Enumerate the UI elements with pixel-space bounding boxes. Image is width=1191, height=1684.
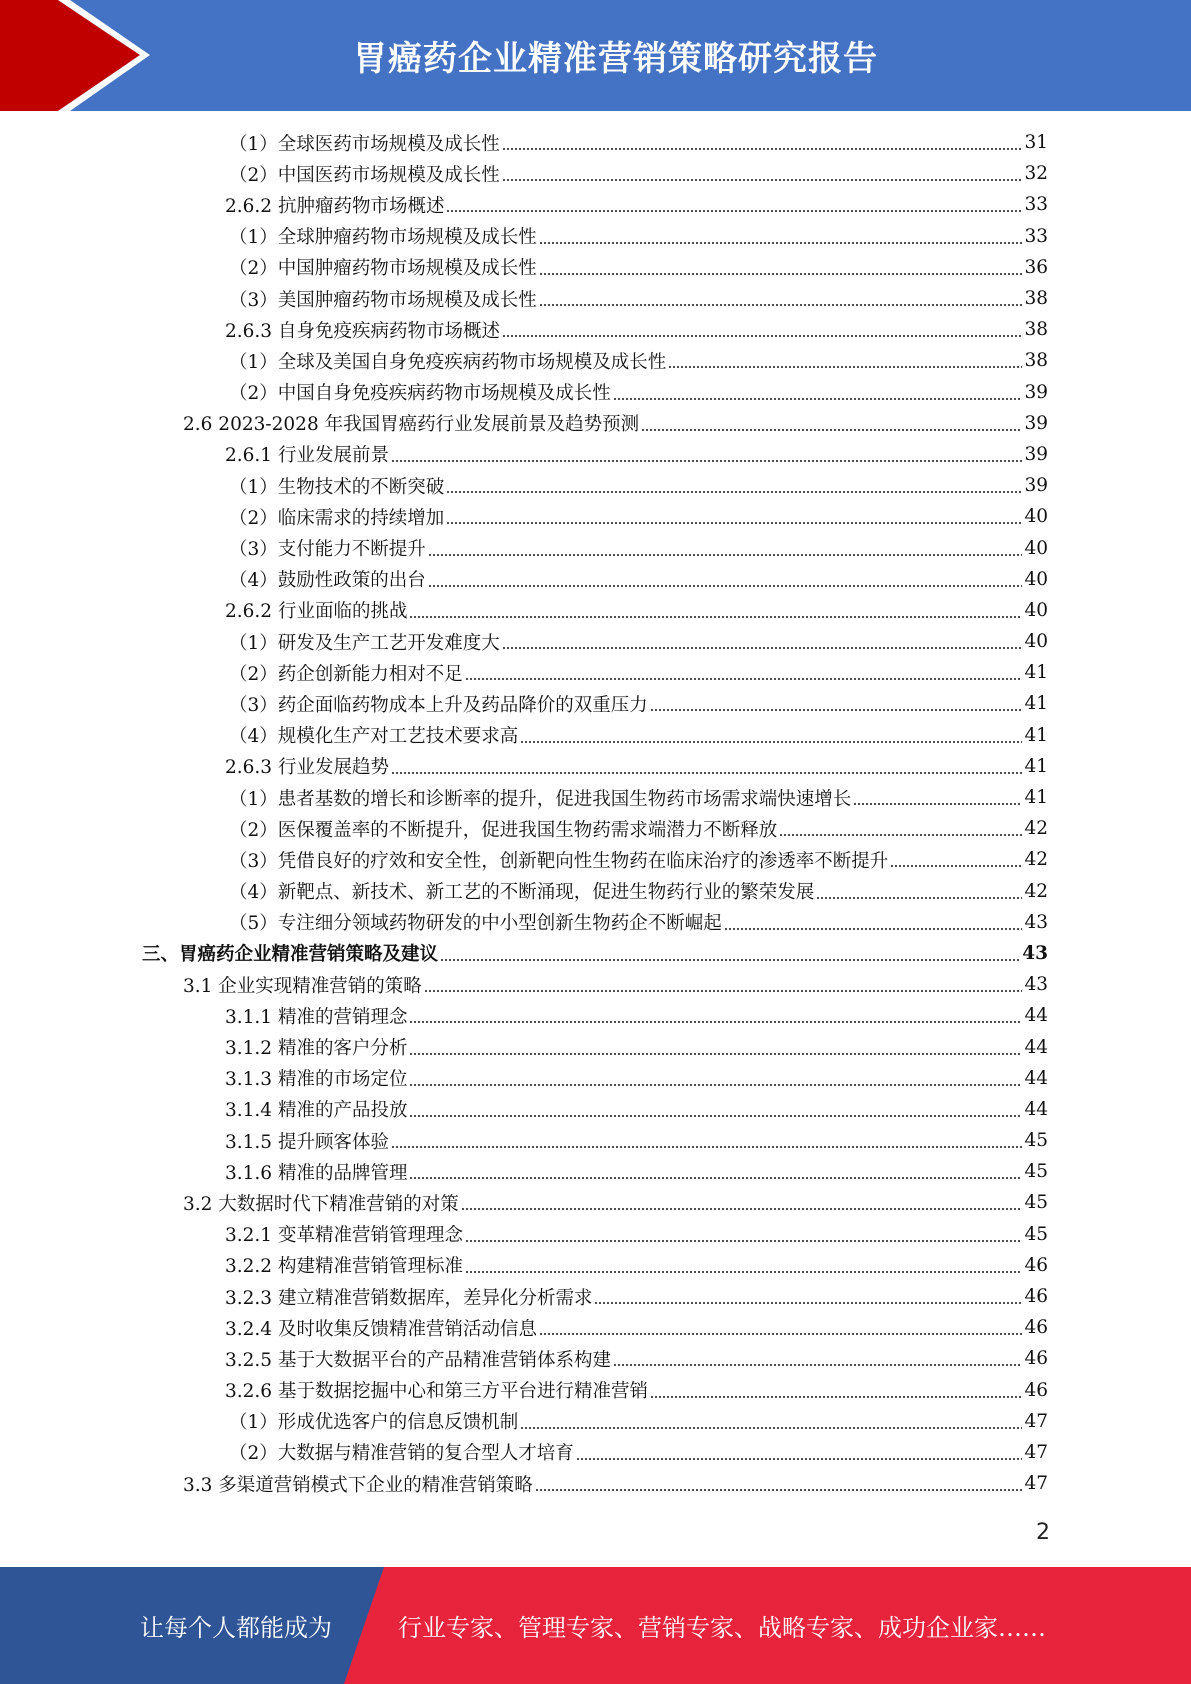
toc-entry[interactable] [0, 969, 1048, 1000]
toc-entry-title: （3）支付能力不断提升 [229, 539, 426, 561]
toc-dot-leader [409, 595, 1022, 626]
toc-entry-page: 38 [1024, 319, 1048, 341]
toc-entry-title: （2）医保覆盖率的不断提升，促进我国生物药需求端潜力不断释放 [229, 819, 778, 841]
toc-entry[interactable] [0, 252, 1048, 283]
toc-dot-leader [641, 408, 1022, 439]
toc-dot-leader [539, 221, 1023, 252]
toc-entry-title: （3）美国肿瘤药物市场规模及成长性 [229, 289, 537, 311]
toc-entry-title: （1）全球及美国自身免疫疾病药物市场规模及成长性 [229, 351, 667, 373]
toc-entry-page: 38 [1024, 350, 1048, 372]
toc-entry-title: （2）药企创新能力相对不足 [229, 663, 463, 685]
toc-entry[interactable] [0, 1063, 1048, 1094]
toc-dot-leader [502, 314, 1022, 345]
toc-entry-page: 40 [1024, 599, 1048, 621]
toc-entry[interactable] [0, 657, 1048, 688]
toc-entry[interactable] [0, 1437, 1048, 1468]
toc-dot-leader [535, 1468, 1023, 1499]
toc-entry-title: （2）中国医药市场规模及成长性 [229, 164, 500, 186]
toc-entry[interactable] [0, 1187, 1048, 1218]
toc-entry-page: 38 [1024, 288, 1048, 310]
toc-entry-title: 3.2.6 基于数据挖掘中心和第三方平台进行精准营销 [225, 1381, 648, 1403]
toc-entry[interactable] [0, 189, 1048, 220]
toc-dot-leader [428, 564, 1023, 595]
toc-entry-title: 2.6.3 自身免疫疾病药物市场概述 [225, 320, 500, 342]
toc-entry[interactable] [0, 1343, 1048, 1374]
toc-entry-page: 33 [1024, 194, 1048, 216]
toc-entry[interactable] [0, 1000, 1048, 1031]
toc-entry-title: 3.2.3 建立精准营销数据库，差异化分析需求 [225, 1287, 593, 1309]
toc-dot-leader [502, 158, 1023, 189]
toc-dot-leader [650, 1375, 1022, 1406]
toc-entry[interactable] [0, 938, 1048, 969]
toc-entry-page: 46 [1024, 1254, 1048, 1276]
footer-slogan-right: 行业专家、管理专家、营销专家、战略专家、成功企业家…… [398, 1614, 1046, 1642]
page-number: 2 [1036, 1520, 1050, 1545]
toc-dot-leader [446, 501, 1022, 532]
toc-entry-title: （2）中国自身免疫疾病药物市场规模及成长性 [229, 383, 611, 405]
toc-entry[interactable] [0, 127, 1048, 158]
toc-entry-title: 2.6.1 行业发展前景 [225, 445, 389, 467]
toc-dot-leader [613, 1343, 1022, 1374]
toc-dot-leader [446, 470, 1022, 501]
toc-entry-page: 32 [1024, 163, 1048, 185]
toc-dot-leader [409, 1156, 1022, 1187]
toc-dot-leader [409, 1032, 1022, 1063]
toc-entry-page: 42 [1024, 849, 1048, 871]
toc-entry[interactable] [0, 876, 1048, 907]
toc-entry-page: 47 [1024, 1441, 1048, 1463]
toc-entry-title: （2）临床需求的持续增加 [229, 507, 445, 529]
toc-entry[interactable] [0, 532, 1048, 563]
header-arrow-decoration [0, 0, 150, 111]
toc-entry[interactable] [0, 439, 1048, 470]
toc-entry-title: 3.2.4 及时收集反馈精准营销活动信息 [225, 1318, 537, 1340]
toc-dot-leader [391, 439, 1022, 470]
toc-entry-title: 2.6 2023-2028 年我国胃癌药行业发展前景及趋势预测 [183, 414, 640, 436]
toc-entry[interactable] [0, 564, 1048, 595]
toc-entry-title: （1）全球医药市场规模及成长性 [229, 133, 500, 155]
toc-entry-page: 46 [1024, 1317, 1048, 1339]
toc-dot-leader [576, 1437, 1023, 1468]
toc-entry-page: 39 [1024, 475, 1048, 497]
toc-entry-page: 43 [1024, 974, 1048, 996]
toc-dot-leader [779, 813, 1022, 844]
toc-entry-page: 46 [1024, 1348, 1048, 1370]
toc-entry-title: 3.3 多渠道营销模式下企业的精准营销策略 [183, 1474, 533, 1496]
page-header [0, 0, 1191, 111]
toc-entry-title: 3.1.6 精准的品牌管理 [225, 1162, 408, 1184]
toc-entry-title: 3.1.1 精准的营销理念 [225, 1006, 408, 1028]
toc-entry[interactable] [0, 720, 1048, 751]
toc-entry-page: 39 [1024, 381, 1048, 403]
toc-dot-leader [391, 1125, 1022, 1156]
toc-entry-page: 39 [1024, 412, 1048, 434]
toc-entry[interactable] [0, 751, 1048, 782]
toc-entry-page: 41 [1024, 693, 1048, 715]
toc-entry-page: 41 [1024, 662, 1048, 684]
toc-entry[interactable] [0, 283, 1048, 314]
toc-dot-leader [502, 626, 1023, 657]
toc-entry[interactable] [0, 1375, 1048, 1406]
toc-entry-title: 3.2.2 构建精准营销管理标准 [225, 1256, 463, 1278]
toc-entry[interactable] [0, 1156, 1048, 1187]
toc-entry[interactable] [0, 408, 1048, 439]
toc-entry[interactable] [0, 501, 1048, 532]
toc-dot-leader [465, 1250, 1022, 1281]
toc-entry-title: 3.1.5 提升顾客体验 [225, 1131, 389, 1153]
toc-dot-leader [409, 1000, 1022, 1031]
toc-entry-title: （1）生物技术的不断突破 [229, 476, 445, 498]
toc-dot-leader [465, 1219, 1022, 1250]
toc-entry-title: 3.2 大数据时代下精准营销的对策 [183, 1193, 459, 1215]
toc-dot-leader [465, 657, 1023, 688]
toc-entry-title: （2）中国肿瘤药物市场规模及成长性 [229, 258, 537, 280]
toc-dot-leader [520, 720, 1022, 751]
toc-entry-page: 44 [1024, 1098, 1048, 1120]
toc-entry-page: 40 [1024, 537, 1048, 559]
toc-entry-title: 2.6.2 抗肿瘤药物市场概述 [225, 195, 445, 217]
toc-entry-page: 41 [1024, 787, 1048, 809]
toc-entry-page: 33 [1024, 225, 1048, 247]
toc-entry[interactable] [0, 782, 1048, 813]
toc-dot-leader [613, 377, 1023, 408]
toc-entry-page: 45 [1024, 1130, 1048, 1152]
toc-entry[interactable] [0, 1219, 1048, 1250]
toc-entry[interactable] [0, 1250, 1048, 1281]
toc-entry-title: 三、胃癌药企业精准营销策略及建议 [142, 944, 439, 966]
toc-entry[interactable] [0, 1281, 1048, 1312]
toc-entry-page: 41 [1024, 724, 1048, 746]
toc-entry-page: 45 [1024, 1192, 1048, 1214]
toc-dot-leader [502, 127, 1023, 158]
toc-entry[interactable] [0, 314, 1048, 345]
toc-entry-page: 40 [1024, 631, 1048, 653]
table-of-contents [0, 127, 1191, 1499]
toc-entry-title: 3.1 企业实现精准营销的策略 [183, 975, 422, 997]
toc-entry[interactable] [0, 158, 1048, 189]
toc-entry-page: 45 [1024, 1223, 1048, 1245]
toc-entry-title: 3.1.3 精准的市场定位 [225, 1069, 408, 1091]
toc-dot-leader [428, 533, 1023, 564]
toc-entry[interactable] [0, 907, 1048, 938]
toc-entry-title: （4）规模化生产对工艺技术要求高 [229, 726, 519, 748]
toc-entry[interactable] [0, 1094, 1048, 1125]
toc-entry-title: 3.2.5 基于大数据平台的产品精准营销体系构建 [225, 1349, 611, 1371]
toc-dot-leader [520, 1406, 1022, 1437]
toc-dot-leader [539, 1312, 1022, 1343]
toc-entry-page: 44 [1024, 1036, 1048, 1058]
toc-entry-title: 3.1.4 精准的产品投放 [225, 1100, 408, 1122]
toc-entry-title: （4）新靶点、新技术、新工艺的不断涌现，促进生物药行业的繁荣发展 [229, 882, 815, 904]
toc-entry[interactable] [0, 470, 1048, 501]
toc-entry[interactable] [0, 221, 1048, 252]
toc-entry-page: 40 [1024, 568, 1048, 590]
toc-dot-leader [816, 876, 1022, 907]
toc-entry-page: 40 [1024, 506, 1048, 528]
report-title: 胃癌药企业精准营销策略研究报告 [353, 39, 878, 79]
toc-entry-page: 41 [1024, 755, 1048, 777]
toc-entry[interactable] [0, 1312, 1048, 1343]
toc-entry-page: 43 [1022, 942, 1048, 964]
toc-dot-leader [594, 1281, 1022, 1312]
toc-entry[interactable] [0, 595, 1048, 626]
toc-dot-leader [424, 969, 1023, 1000]
toc-entry-page: 47 [1024, 1473, 1048, 1495]
toc-dot-leader [539, 283, 1023, 314]
toc-entry-page: 47 [1024, 1410, 1048, 1432]
toc-entry-title: 3.1.2 精准的客户分析 [225, 1038, 408, 1060]
toc-entry-page: 36 [1024, 256, 1048, 278]
toc-dot-leader [446, 189, 1022, 220]
toc-entry[interactable] [0, 1468, 1048, 1499]
toc-entry-title: 2.6.3 行业发展趋势 [225, 757, 389, 779]
toc-dot-leader [650, 688, 1023, 719]
toc-entry-title: （2）大数据与精准营销的复合型人才培育 [229, 1443, 574, 1465]
toc-entry[interactable] [0, 1406, 1048, 1437]
toc-entry-title: （4）鼓励性政策的出台 [229, 570, 426, 592]
toc-dot-leader [440, 938, 1020, 969]
toc-dot-leader [391, 751, 1022, 782]
toc-dot-leader [853, 782, 1022, 813]
toc-entry-title: （3）凭借良好的疗效和安全性，创新靶向性生物药在临床治疗的渗透率不断提升 [229, 850, 889, 872]
toc-dot-leader [539, 252, 1023, 283]
toc-entry-title: （1）形成优选客户的信息反馈机制 [229, 1412, 519, 1434]
toc-entry-page: 39 [1024, 443, 1048, 465]
toc-entry-title: （3）药企面临药物成本上升及药品降价的双重压力 [229, 694, 648, 716]
toc-entry-page: 31 [1024, 132, 1048, 154]
toc-dot-leader [409, 1094, 1022, 1125]
toc-entry[interactable] [0, 813, 1048, 844]
toc-entry-title: 2.6.2 行业面临的挑战 [225, 601, 408, 623]
toc-dot-leader [890, 844, 1022, 875]
toc-dot-leader [409, 1063, 1022, 1094]
page-footer [0, 1567, 1191, 1684]
toc-entry-page: 46 [1024, 1379, 1048, 1401]
toc-entry-title: （1）研发及生产工艺开发难度大 [229, 632, 500, 654]
toc-entry-page: 46 [1024, 1286, 1048, 1308]
toc-entry-page: 43 [1024, 911, 1048, 933]
toc-entry[interactable] [0, 688, 1048, 719]
toc-entry[interactable] [0, 377, 1048, 408]
toc-entry[interactable] [0, 1125, 1048, 1156]
toc-entry-title: （1）全球肿瘤药物市场规模及成长性 [229, 227, 537, 249]
toc-entry-page: 45 [1024, 1161, 1048, 1183]
toc-entry-title: 3.2.1 变革精准营销管理理念 [225, 1225, 463, 1247]
toc-dot-leader [668, 345, 1022, 376]
toc-entry[interactable] [0, 844, 1048, 875]
toc-entry[interactable] [0, 345, 1048, 376]
toc-entry[interactable] [0, 1031, 1048, 1062]
toc-entry-title: （1）患者基数的增长和诊断率的提升，促进我国生物药市场需求端快速增长 [229, 788, 852, 810]
footer-slogan-left: 让每个人都能成为 [140, 1614, 332, 1642]
toc-dot-leader [461, 1187, 1023, 1218]
toc-entry-page: 44 [1024, 1067, 1048, 1089]
toc-dot-leader [724, 907, 1023, 938]
toc-entry-page: 44 [1024, 1005, 1048, 1027]
toc-entry-page: 42 [1024, 880, 1048, 902]
toc-entry[interactable] [0, 626, 1048, 657]
toc-entry-page: 42 [1024, 818, 1048, 840]
toc-entry-title: （5）专注细分领域药物研发的中小型创新生物药企不断崛起 [229, 913, 722, 935]
